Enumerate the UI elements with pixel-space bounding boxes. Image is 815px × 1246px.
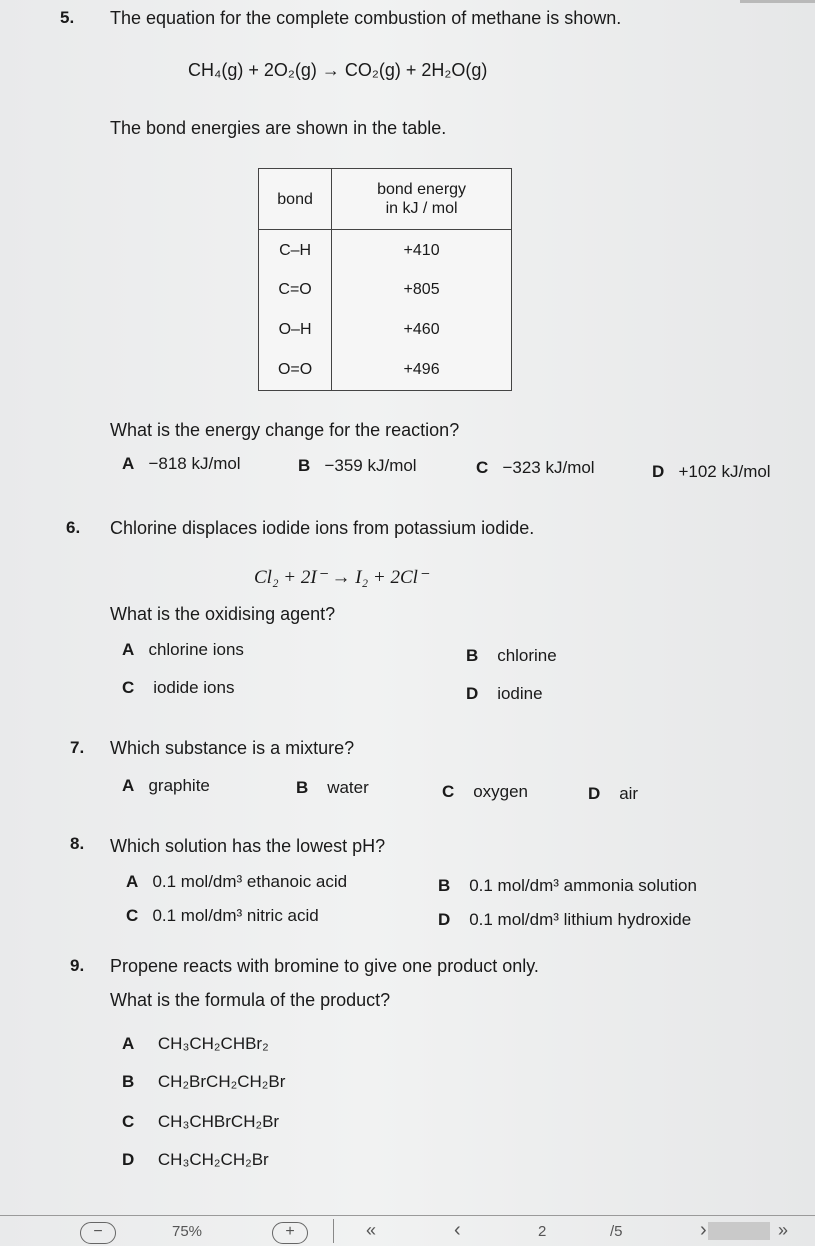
table-row <box>259 350 512 391</box>
total-pages: /5 <box>610 1223 623 1240</box>
q9-option-a[interactable] <box>122 1034 269 1054</box>
table-header-energy <box>332 169 512 230</box>
bond-cell: C=O <box>259 270 332 310</box>
q8-number: 8. <box>70 834 85 853</box>
option-letter: A <box>126 872 139 891</box>
prev-page-icon[interactable]: ‹ <box>454 1219 461 1241</box>
option-text: 0.1 mol/dm³ ethanoic acid <box>152 872 348 891</box>
option-letter: C <box>122 1112 135 1131</box>
option-letter: B <box>122 1072 135 1091</box>
q9-option-c[interactable] <box>122 1112 279 1132</box>
option-text: chlorine ions <box>148 640 244 659</box>
option-letter: D <box>122 1150 135 1169</box>
option-letter: B <box>296 778 309 797</box>
zoom-out-button[interactable]: − <box>80 1222 116 1244</box>
option-letter: C <box>476 458 489 477</box>
q5-bond-intro: The bond energies are shown in the table. <box>110 118 447 138</box>
table-header-energy-line1: bond energy <box>377 181 467 198</box>
q8-option-d[interactable] <box>438 910 691 930</box>
option-text: 0.1 mol/dm³ lithium hydroxide <box>469 910 692 929</box>
option-text: iodide ions <box>153 678 235 697</box>
last-page-icon[interactable]: » <box>778 1220 789 1240</box>
option-letter: A <box>122 1034 135 1053</box>
q5-option-d[interactable] <box>652 462 771 482</box>
q8-option-a[interactable] <box>126 872 347 892</box>
q9-option-d[interactable] <box>122 1150 269 1170</box>
option-text: chlorine <box>497 646 557 665</box>
q7-option-d[interactable] <box>588 784 638 804</box>
option-letter: B <box>298 456 311 475</box>
table-header-energy-line2: in kJ / mol <box>385 200 458 217</box>
option-text: CH₂BrCH₂CH₂Br <box>157 1072 286 1091</box>
energy-cell: +460 <box>332 310 512 350</box>
q5-stem: The equation for the complete combustion of methane is shown. <box>110 8 622 28</box>
option-text: water <box>327 778 369 797</box>
zoom-in-button[interactable]: + <box>272 1222 308 1244</box>
q9-option-b[interactable] <box>122 1072 285 1092</box>
q6-number: 6. <box>66 518 81 537</box>
energy-cell: +496 <box>332 350 512 391</box>
option-letter: B <box>466 646 479 665</box>
toolbar-divider <box>333 1219 334 1243</box>
option-text: −323 kJ/mol <box>502 458 595 477</box>
q7-number: 7. <box>70 738 85 757</box>
current-page[interactable]: 2 <box>538 1223 547 1240</box>
table-row <box>259 310 512 350</box>
toolbar-shade <box>708 1222 770 1240</box>
option-letter: D <box>438 910 451 929</box>
q7-option-b[interactable] <box>296 778 369 798</box>
q8-option-c[interactable] <box>126 906 319 926</box>
q7-option-a[interactable] <box>122 776 210 796</box>
q6-option-c[interactable] <box>122 678 234 698</box>
bond-cell: O–H <box>259 310 332 350</box>
table-row <box>259 270 512 310</box>
top-edge-rule <box>740 0 815 3</box>
option-text: 0.1 mol/dm³ ammonia solution <box>469 876 697 895</box>
bond-energy-table <box>258 168 512 391</box>
q7-option-c[interactable] <box>442 782 528 802</box>
option-text: oxygen <box>473 782 529 801</box>
viewer-toolbar <box>0 1215 815 1246</box>
q5-number: 5. <box>60 8 75 27</box>
option-letter: D <box>466 684 479 703</box>
option-letter: C <box>126 906 139 925</box>
option-letter: C <box>442 782 455 801</box>
option-letter: A <box>122 640 135 659</box>
first-page-icon[interactable]: « <box>366 1220 377 1240</box>
option-text: 0.1 mol/dm³ nitric acid <box>152 906 319 925</box>
q5-option-b[interactable] <box>298 456 417 476</box>
q6-equation: Cl₂ + 2I⁻ → I₂ + 2Cl⁻ <box>254 567 428 588</box>
next-page-icon[interactable]: › <box>700 1219 707 1241</box>
table-row <box>259 230 512 271</box>
q9-stem: Propene reacts with bromine to give one product only. <box>110 956 539 976</box>
option-letter: A <box>122 454 135 473</box>
q9-number: 9. <box>70 956 85 975</box>
q5-question: What is the energy change for the reaction? <box>110 420 460 440</box>
q5-option-c[interactable] <box>476 458 595 478</box>
option-letter: C <box>122 678 135 697</box>
option-letter: A <box>122 776 135 795</box>
q6-option-a[interactable] <box>122 640 244 660</box>
energy-cell: +410 <box>332 230 512 271</box>
option-letter: D <box>588 784 601 803</box>
q6-option-d[interactable] <box>466 684 543 704</box>
option-text: iodine <box>497 684 543 703</box>
energy-cell: +805 <box>332 270 512 310</box>
q7-stem: Which substance is a mixture? <box>110 738 355 758</box>
option-text: CH₃CHBrCH₂Br <box>157 1112 280 1131</box>
q6-option-b[interactable] <box>466 646 557 666</box>
bond-cell: C–H <box>259 230 332 271</box>
q5-option-a[interactable] <box>122 454 241 474</box>
q8-option-b[interactable] <box>438 876 697 896</box>
option-text: −818 kJ/mol <box>148 454 241 473</box>
q5-equation: CH₄(g) + 2O₂(g) → CO₂(g) + 2H₂O(g) <box>188 60 488 80</box>
q6-question: What is the oxidising agent? <box>110 604 336 624</box>
option-letter: D <box>652 462 665 481</box>
option-text: −359 kJ/mol <box>324 456 417 475</box>
table-header-bond: bond <box>259 169 332 230</box>
q9-question: What is the formula of the product? <box>110 990 391 1010</box>
q6-stem: Chlorine displaces iodide ions from potassium iodide. <box>110 518 535 538</box>
bond-cell: O=O <box>259 350 332 391</box>
option-text: air <box>619 784 639 803</box>
option-text: +102 kJ/mol <box>678 462 771 481</box>
option-text: CH₃CH₂CH₂Br <box>157 1150 269 1169</box>
option-text: CH₃CH₂CHBr₂ <box>157 1034 269 1053</box>
option-letter: B <box>438 876 451 895</box>
zoom-level: 75% <box>172 1223 203 1240</box>
option-text: graphite <box>148 776 210 795</box>
q8-stem: Which solution has the lowest pH? <box>110 836 386 856</box>
